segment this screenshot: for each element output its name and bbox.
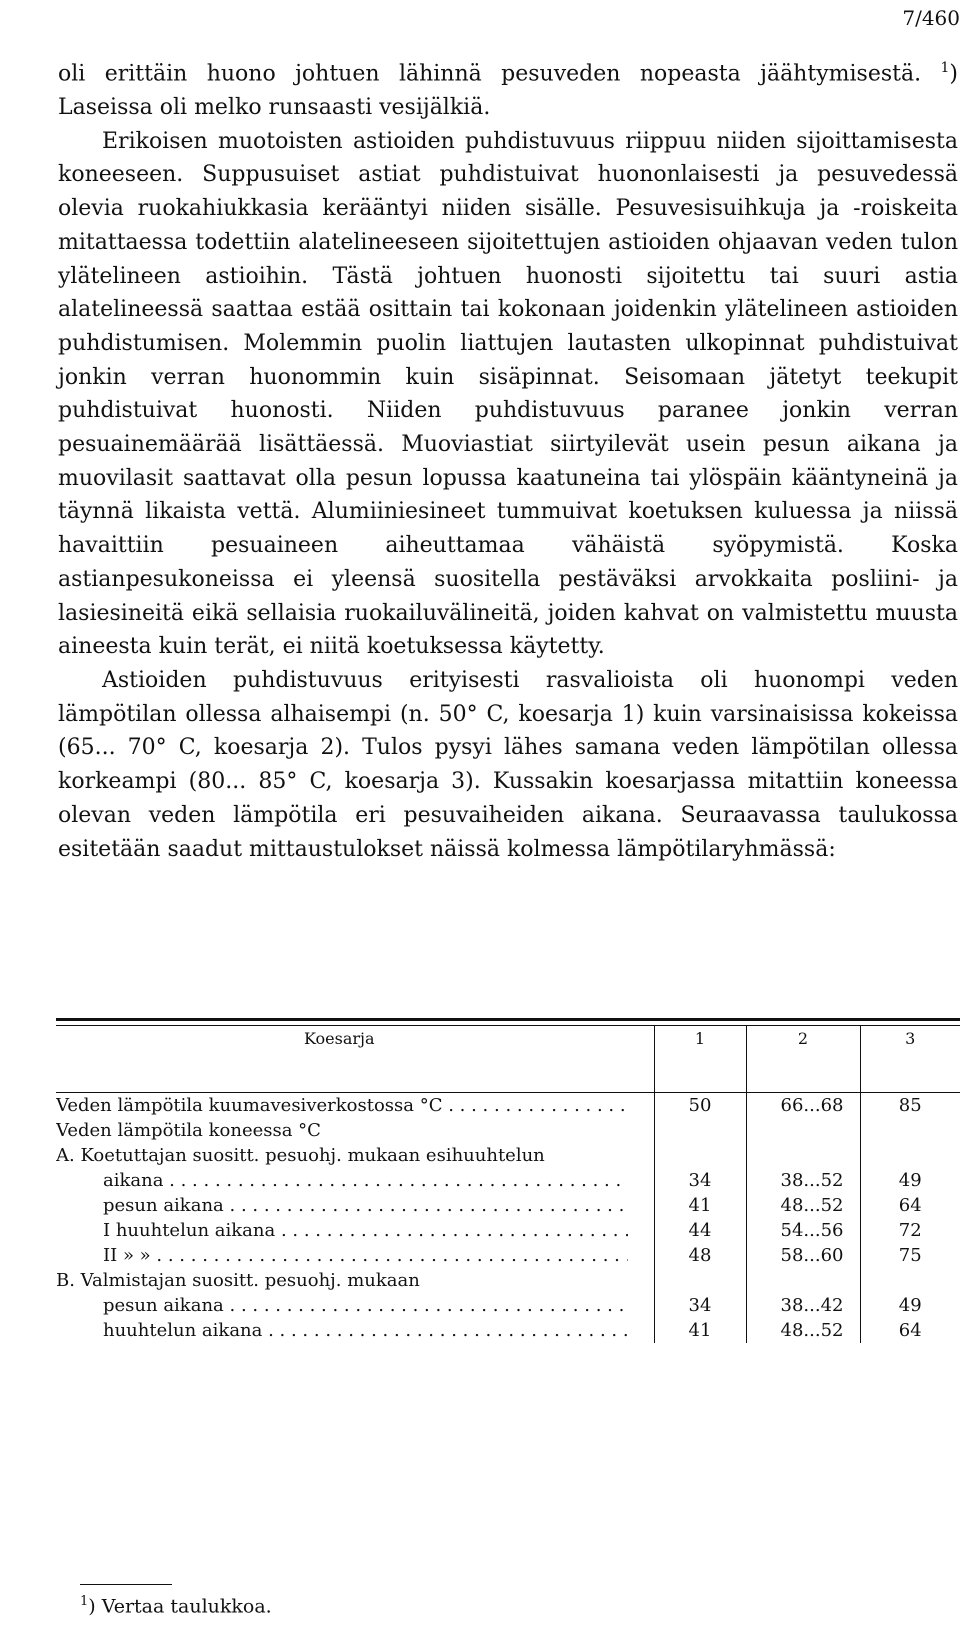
row-label-cell bbox=[56, 1318, 654, 1343]
paragraph-1-text-cont: ) Laseissa oli melko runsaasti vesijälkiä. bbox=[58, 61, 958, 121]
row-value-series-2: 66...68 bbox=[746, 1093, 860, 1118]
row-value-series-2: 38...52 bbox=[746, 1168, 860, 1193]
row-value-series-2 bbox=[746, 1118, 860, 1143]
row-label: aikana . . . bbox=[56, 1168, 628, 1193]
row-value-series-1 bbox=[654, 1268, 746, 1293]
footnote-rule bbox=[80, 1584, 172, 1585]
table-row bbox=[56, 1243, 960, 1268]
row-label: I huuhtelun aikana . . . bbox=[56, 1218, 628, 1243]
row-value-series-3 bbox=[860, 1143, 960, 1168]
row-value-series-3: 85 bbox=[860, 1093, 960, 1118]
header-series-3: 3 bbox=[860, 1026, 960, 1092]
row-value-series-3: 64 bbox=[860, 1193, 960, 1218]
row-value-series-1 bbox=[654, 1118, 746, 1143]
row-value-series-3: 72 bbox=[860, 1218, 960, 1243]
row-label-cell bbox=[56, 1293, 654, 1318]
table-row bbox=[56, 1143, 960, 1168]
temperature-table-grid bbox=[56, 1026, 960, 1092]
row-value-series-1: 41 bbox=[654, 1318, 746, 1343]
table-row bbox=[56, 1093, 960, 1118]
row-value-series-2 bbox=[746, 1143, 860, 1168]
row-label: A. Koetuttajan suositt. pesuohj. mukaan esihuuhtelun bbox=[56, 1145, 545, 1166]
row-value-series-2: 38...42 bbox=[746, 1293, 860, 1318]
table-row bbox=[56, 1168, 960, 1193]
table-row bbox=[56, 1193, 960, 1218]
row-label: II » » . . . bbox=[56, 1243, 628, 1268]
row-value-series-1: 48 bbox=[654, 1243, 746, 1268]
row-label: Veden lämpötila koneessa °C bbox=[56, 1120, 321, 1141]
row-label-cell bbox=[56, 1218, 654, 1243]
footnote-marker: 1 bbox=[80, 1594, 89, 1609]
temperature-table-body bbox=[56, 1093, 960, 1343]
table-row bbox=[56, 1268, 960, 1293]
row-label-cell bbox=[56, 1118, 654, 1143]
footnote-ref: 1 bbox=[940, 60, 950, 76]
row-value-series-2 bbox=[746, 1268, 860, 1293]
paragraph-2: Erikoisen muotoisten astioiden puhdistuvuus riippuu niiden sijoittamisesta koneeseen. Suppusuiset astiat puhdistuivat huononlaisesti ja pesuvedessä olevia ruokahiukkasia kerääntyi niiden sisälle. Pesuvesisuihkuja ja -roiskeita mitattaessa todettiin alatelineeseen sijoitettujen astioiden ohjaavan veden tulon ylätelineen astioihin. Tästä johtuen huonosti sijoitettu tai suuri astia alatelineessä saattaa estää osittain tai kokonaan joidenkin ylätelineen astioiden puhdistumisen. Molemmin puolin liattujen lautasten ulkopinnat puhdistuivat jonkin verran huonommin kuin sisäpinnat. Seisomaan jätetyt teekupit puhdistuivat huonosti. Niiden puhdistuvuus paranee jonkin verran pesuainemäärää lisättäessä. Muoviastiat siirtyilevät usein pesun aikana ja muovilasit saattavat olla pesun lopussa kaatuneina tai ylöspäin kääntyneinä ja täynnä likaista vettä. Alumiiniesineet tummuivat koetuksen kuluessa ja niissä havaittiin pesuaineen aiheuttamaa vähäistä syöpymistä. Koska astianpesukoneissa ei yleensä suositella pestäväksi arvokkaita posliini- ja lasiesineitä eikä sellaisia ruokailuvälineitä, joiden kahvat on valmistettu muusta aineesta kuin terät, ei niitä koetuksessa käytetty. bbox=[58, 128, 958, 660]
row-label: B. Valmistajan suositt. pesuohj. mukaan bbox=[56, 1270, 420, 1291]
header-koesarja: Koesarja bbox=[304, 1029, 375, 1048]
paragraph-1 bbox=[58, 52, 958, 125]
row-label: pesun aikana . . . bbox=[56, 1193, 628, 1218]
row-value-series-1 bbox=[654, 1143, 746, 1168]
row-value-series-2: 58...60 bbox=[746, 1243, 860, 1268]
table-row bbox=[56, 1293, 960, 1318]
table-header-row bbox=[56, 1026, 960, 1092]
row-value-series-3: 64 bbox=[860, 1318, 960, 1343]
row-label: pesun aikana . . . bbox=[56, 1293, 628, 1318]
header-series-1: 1 bbox=[654, 1026, 746, 1092]
footnote bbox=[80, 1594, 272, 1617]
table-row bbox=[56, 1318, 960, 1343]
row-value-series-2: 48...52 bbox=[746, 1318, 860, 1343]
table-row bbox=[56, 1118, 960, 1143]
row-value-series-1: 50 bbox=[654, 1093, 746, 1118]
row-value-series-3: 49 bbox=[860, 1168, 960, 1193]
row-label-cell bbox=[56, 1193, 654, 1218]
row-label-cell bbox=[56, 1093, 654, 1118]
footnote-text: ) Vertaa taulukkoa. bbox=[88, 1595, 272, 1618]
temperature-table bbox=[56, 1018, 960, 1343]
table-row bbox=[56, 1218, 960, 1243]
row-label-cell bbox=[56, 1168, 654, 1193]
header-series-2: 2 bbox=[746, 1026, 860, 1092]
paragraph-3: Astioiden puhdistuvuus erityisesti rasvalioista oli huonompi veden lämpötilan ollessa alhaisempi (n. 50° C, koesarja 1) kuin varsinaisissa kokeissa (65... 70° C, koesarja 2). Tulos pysyi lähes samana veden lämpötilan ollessa korkeampi (80... 85° C, koesarja 3). Kussakin koesarjassa mitattiin koneessa olevan veden lämpötila eri pesuvaiheiden aikana. Seuraavassa taulukossa esitetään saadut mittaustulokset näissä kolmessa lämpötilaryhmässä: bbox=[58, 667, 958, 862]
row-value-series-1: 34 bbox=[654, 1293, 746, 1318]
body-text bbox=[58, 52, 958, 866]
row-value-series-3: 49 bbox=[860, 1293, 960, 1318]
row-label-cell bbox=[56, 1243, 654, 1268]
row-value-series-1: 34 bbox=[654, 1168, 746, 1193]
row-label-cell bbox=[56, 1268, 654, 1293]
row-value-series-1: 41 bbox=[654, 1193, 746, 1218]
page-number: 7/460 bbox=[902, 6, 960, 30]
row-value-series-3: 75 bbox=[860, 1243, 960, 1268]
row-value-series-2: 54...56 bbox=[746, 1218, 860, 1243]
row-value-series-3 bbox=[860, 1268, 960, 1293]
row-value-series-3 bbox=[860, 1118, 960, 1143]
row-value-series-1: 44 bbox=[654, 1218, 746, 1243]
row-label: huuhtelun aikana . . . bbox=[56, 1318, 628, 1343]
paragraph-1-text: oli erittäin huono johtuen lähinnä pesuveden nopeasta jäähtymisestä. bbox=[58, 61, 922, 87]
row-label: Veden lämpötila kuumavesiverkostossa °C . . . bbox=[56, 1093, 628, 1118]
row-label-cell bbox=[56, 1143, 654, 1168]
table-rule-top bbox=[56, 1018, 960, 1021]
row-value-series-2: 48...52 bbox=[746, 1193, 860, 1218]
